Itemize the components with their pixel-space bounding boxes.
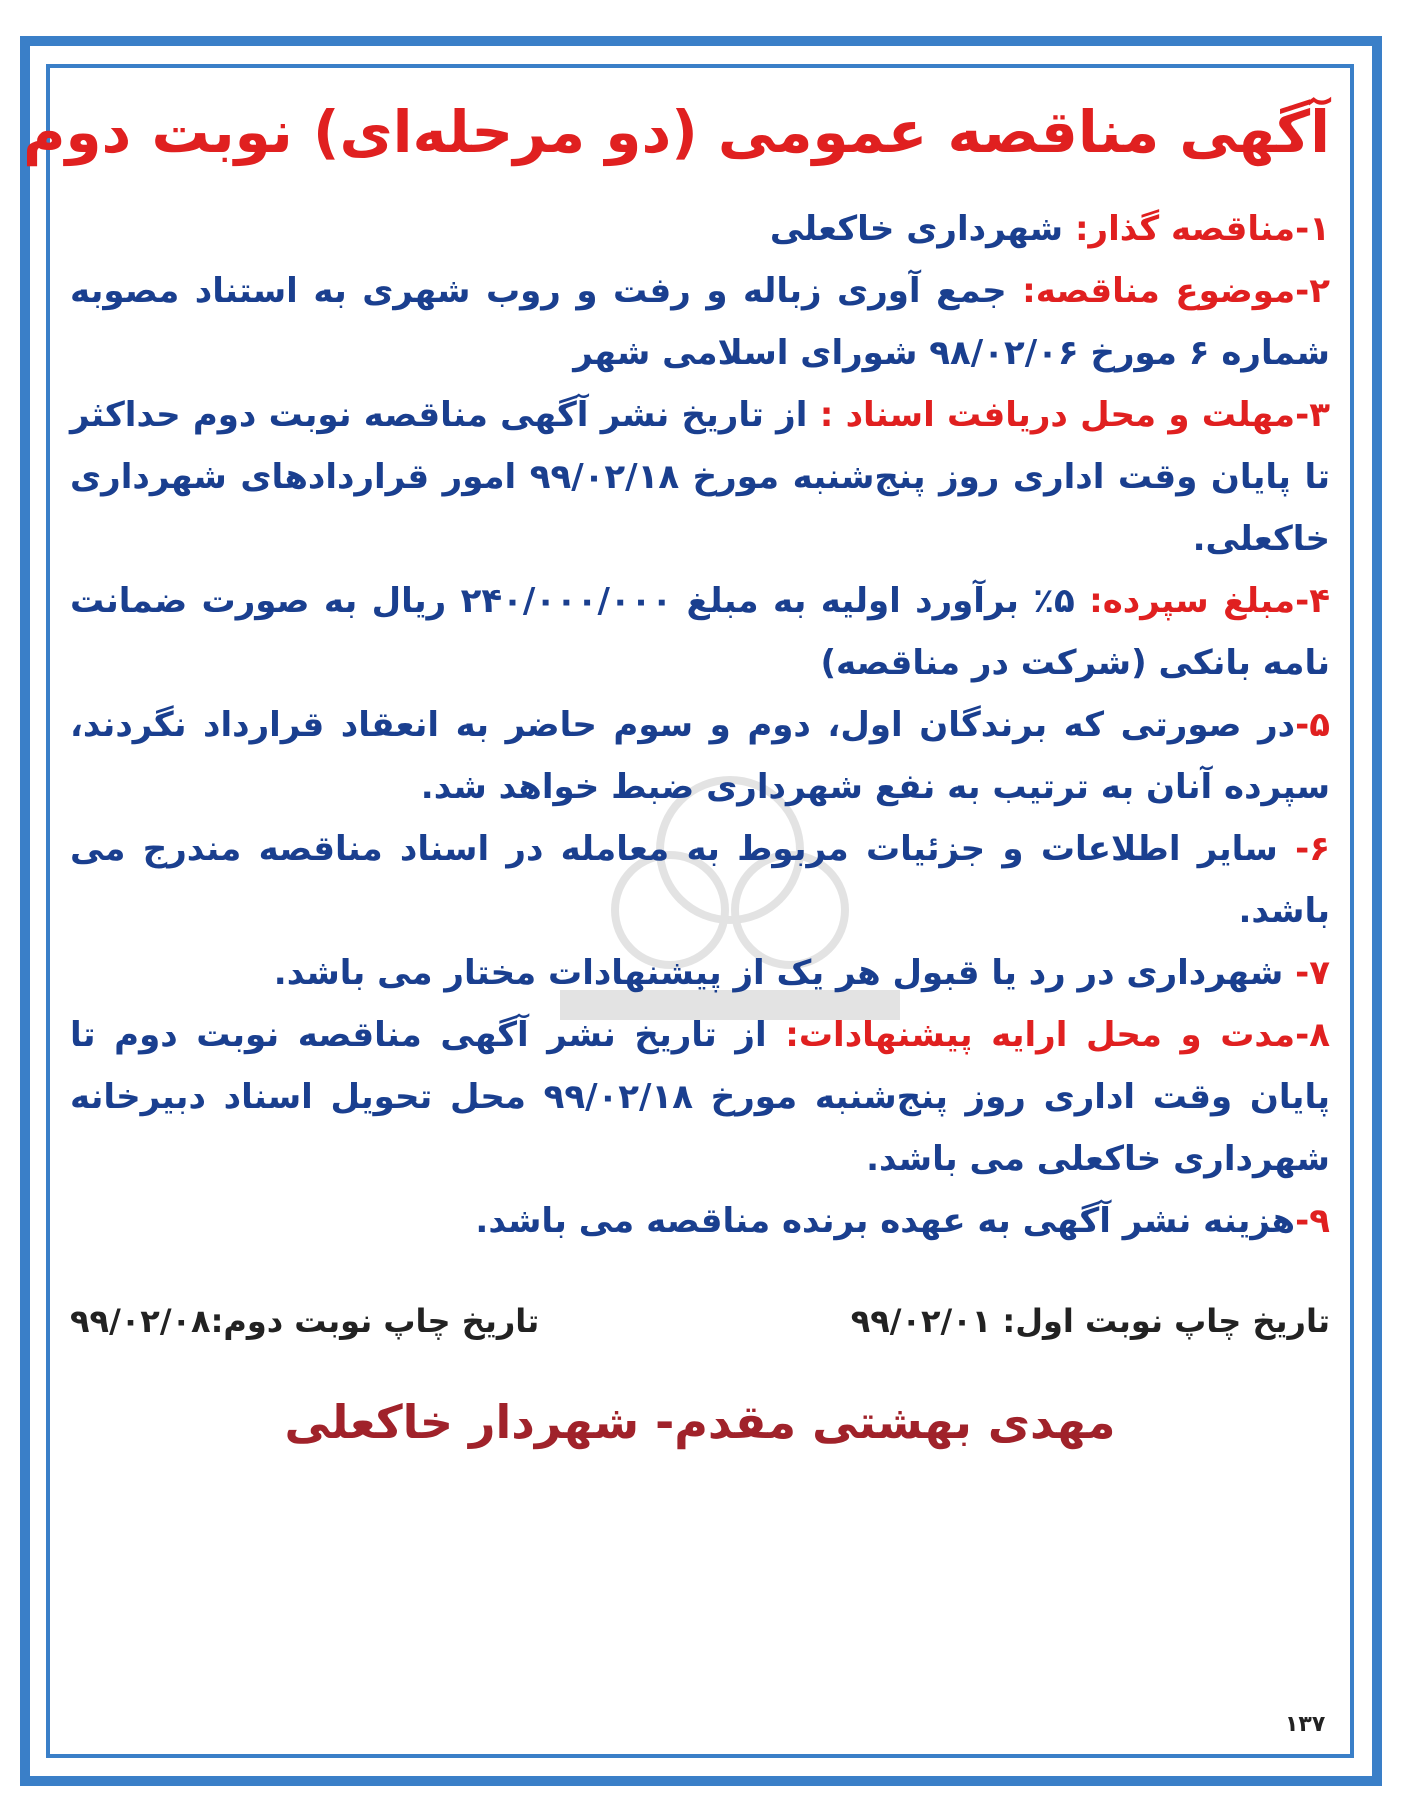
item-deposit-amount — [70, 570, 1330, 694]
item-text: از تاریخ نشر آگهی مناقصه نوبت دوم حداکثر تا پایان وقت اداری روز پنج‌شنبه مورخ ۹۹/۰۲/۱۸ امور قراردادهای شهرداری خاکعلی. — [70, 395, 1330, 559]
item-text: شهرداری در رد یا قبول هر یک از پیشنهادات مختار می باشد. — [273, 953, 1296, 993]
page-number: ۱۳۷ — [1285, 1712, 1326, 1737]
item-number: ۴- — [1295, 581, 1331, 621]
notice-content — [22, 92, 1331, 1454]
item-heading: مدت و محل ارایه پیشنهادات: — [785, 1015, 1296, 1055]
second-print-value: ۹۹/۰۲/۰۸ — [70, 1302, 211, 1340]
item-heading: مبلغ سپرده: — [1089, 581, 1296, 621]
item-number: ۸- — [1295, 1015, 1330, 1055]
item-rejection-right — [70, 942, 1330, 1004]
second-print-date — [70, 1296, 539, 1346]
first-print-label: تاریخ چاپ نوبت اول: — [1002, 1302, 1330, 1340]
first-print-value: ۹۹/۰۲/۰۱ — [850, 1302, 1003, 1340]
item-ad-cost — [70, 1190, 1330, 1252]
item-heading: موضوع مناقصه: — [1022, 271, 1296, 311]
item-number: ۹- — [1295, 1201, 1330, 1241]
item-tender-issuer — [70, 198, 1330, 260]
item-text: هزینه نشر آگهی به عهده برنده مناقصه می باشد. — [475, 1201, 1296, 1241]
item-tender-subject — [70, 260, 1330, 384]
first-print-date — [851, 1296, 1330, 1346]
print-dates — [70, 1296, 1330, 1346]
item-number: ۱- — [1295, 209, 1330, 249]
item-document-deadline — [70, 384, 1330, 570]
item-text: جمع آوری زباله و رفت و روب شهری به استناد مصوبه شماره ۶ مورخ ۹۸/۰۲/۰۶ شورای اسلامی شهر — [70, 271, 1330, 373]
notice-title: آگهی مناقصه عمومی (دو مرحله‌ای) نوبت دوم — [22, 98, 1330, 166]
item-number: ۵- — [1295, 705, 1330, 745]
item-other-info — [70, 818, 1330, 942]
mayor-signature: مهدی بهشتی مقدم- شهردار خاکعلی — [284, 1395, 1116, 1449]
item-heading: مناقصه گذار: — [1074, 209, 1296, 249]
item-number: ۳- — [1295, 395, 1330, 435]
item-number: ۷- — [1295, 953, 1330, 993]
item-text: در صورتی که برندگان اول، دوم و سوم حاضر به انعقاد قرارداد نگردند، سپرده آنان به ترتیب به نفع شهرداری ضبط خواهد شد. — [70, 705, 1330, 807]
item-heading: مهلت و محل دریافت اسناد : — [819, 395, 1296, 435]
item-text: سایر اطلاعات و جزئیات مربوط به معامله در اسناد مناقصه مندرج می باشد. — [70, 829, 1330, 931]
item-text: شهرداری خاکعلی — [769, 209, 1075, 249]
item-text: ۵٪ برآورد اولیه به مبلغ ۲۴۰/۰۰۰/۰۰۰ ریال به صورت ضمانت نامه بانکی (شرکت در مناقصه) — [70, 581, 1330, 683]
item-number: ۲- — [1295, 271, 1331, 311]
item-submission-deadline — [70, 1004, 1330, 1190]
item-number: ۶- — [1295, 829, 1330, 869]
item-forfeit-clause — [70, 694, 1330, 818]
item-text: از تاریخ نشر آگهی مناقصه نوبت دوم تا پایان وقت اداری روز پنج‌شنبه مورخ ۹۹/۰۲/۱۸ محل تحویل اسناد دبیرخانه شهرداری خاکعلی می باشد. — [70, 1015, 1330, 1179]
second-print-label: تاریخ چاپ نوبت دوم: — [210, 1302, 540, 1340]
